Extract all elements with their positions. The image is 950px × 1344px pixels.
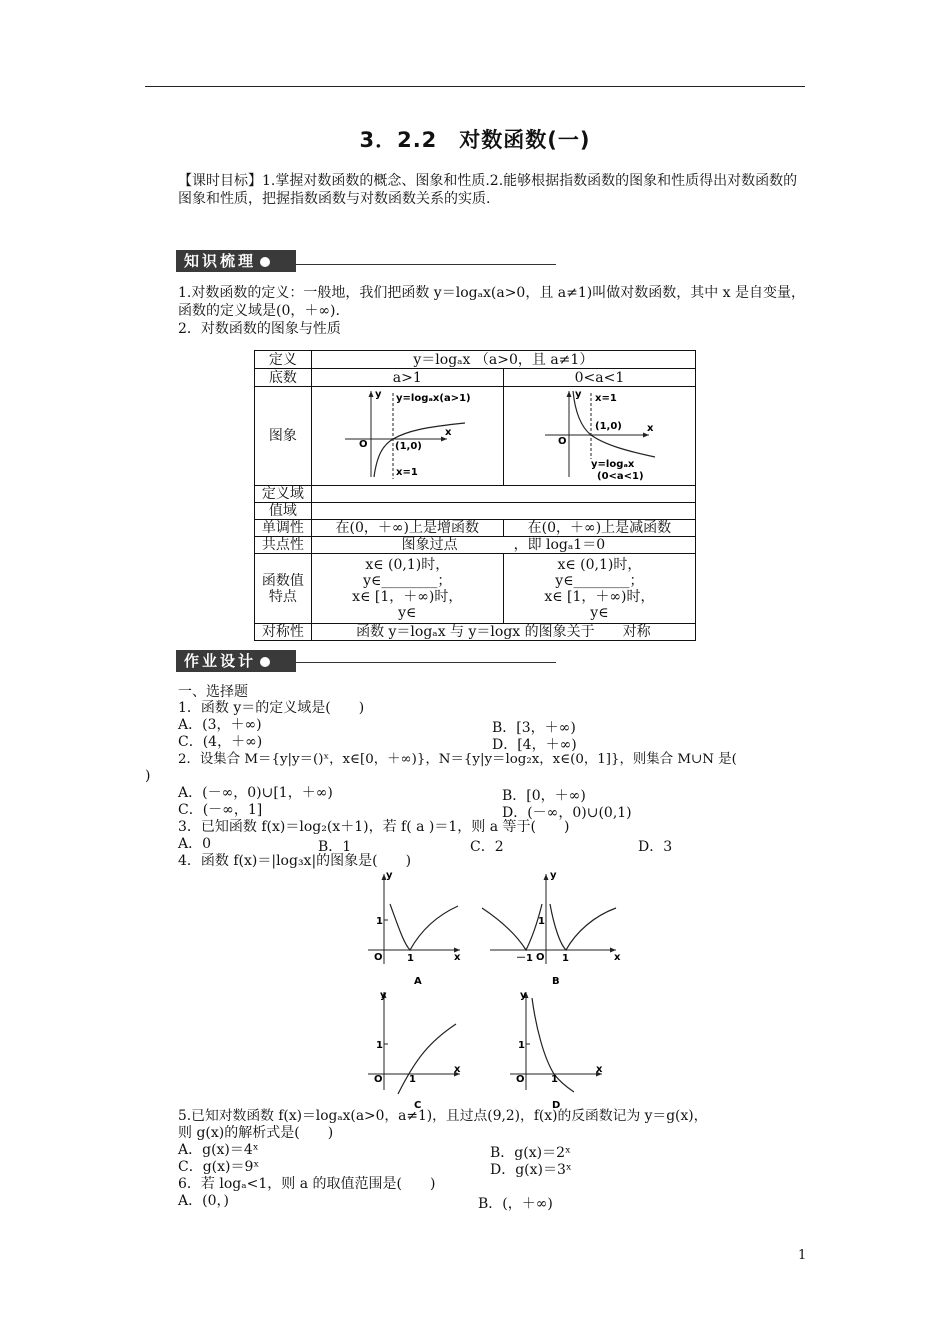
q2-option-c: C．(－∞，1] <box>178 802 263 818</box>
graph-option-a <box>368 870 461 987</box>
origin-label: O <box>374 1074 383 1085</box>
curve-label: y=logₐx(a>1) <box>395 393 471 404</box>
range-blank <box>311 503 695 520</box>
q1-option-d: D．[4，＋∞) <box>492 737 577 753</box>
q3-option-a: A．0 <box>178 836 212 852</box>
option-label-a: A <box>414 976 422 987</box>
log-graph-increasing <box>315 387 500 481</box>
question-2-tail: ) <box>145 768 151 784</box>
x-axis-label: x <box>596 1064 603 1075</box>
dot-icon <box>260 657 270 667</box>
values-line: x∈ (0,1)时， <box>365 556 450 573</box>
domain-blank <box>311 486 695 503</box>
question-5-line2: 则 g(x)的解析式是( ) <box>178 1125 334 1141</box>
goal-text: 1.掌握对数函数的概念、图象和性质.2.能够根据指数函数的图象和性质得出对数函数的图象和性质，把握指数函数与对数函数关系的实质. <box>178 173 798 207</box>
tick-1-y: 1 <box>518 1040 525 1051</box>
y-axis-label: y <box>550 870 557 881</box>
graph-option-c <box>368 990 461 1111</box>
goal-label: 【课时目标】 <box>178 173 262 189</box>
values-label-line1: 函数值 <box>261 572 304 589</box>
q6-option-a: A．(0，) <box>178 1193 229 1209</box>
section-tag-homework <box>176 650 296 672</box>
curve-label: y=logₐx <box>590 459 635 470</box>
x-axis-label: x <box>454 1064 461 1075</box>
graph-decreasing <box>503 387 695 486</box>
y-axis-label: y <box>374 389 382 400</box>
q3-option-d: D．3 <box>638 839 673 855</box>
common-point-value: 图象过点 ，即 logₐ1＝0 <box>311 537 695 554</box>
vertical-line-label: x=1 <box>395 467 418 478</box>
tick-1-x: 1 <box>409 1074 416 1085</box>
q5-option-b: B．g(x)＝2ˣ <box>490 1145 571 1161</box>
question-5-line1: 5.已知对数函数 f(x)＝logₐx(a>0，a≠1)，且过点(9,2)，f(x)的反函数记为 y＝g(x)， <box>178 1108 708 1124</box>
origin-label: O <box>374 952 383 963</box>
graph-option-d <box>510 990 603 1111</box>
page-number: 1 <box>798 1248 807 1263</box>
y-axis-label: y <box>574 389 582 400</box>
tick-1-x: 1 <box>551 1074 558 1085</box>
q2-option-d: D．(－∞，0)∪(0,1) <box>502 805 632 821</box>
log-graph-decreasing <box>507 387 692 481</box>
tick-neg1-x: －1 <box>516 953 533 964</box>
lesson-goal <box>178 172 806 208</box>
properties-table <box>254 350 696 641</box>
definition-paragraph: 1.对数函数的定义：一般地，我们把函数 y＝logₐx(a>0，且 a≠1)叫做对数函数，其中 x 是自变量，函数的定义域是(0，＋∞). <box>178 285 806 319</box>
base-gt-1: a>1 <box>311 369 503 387</box>
graph-option-b <box>482 870 621 987</box>
tick-1-x: 1 <box>562 953 569 964</box>
point-label: (1,0) <box>394 441 422 452</box>
values-line: y∈________； <box>555 572 644 589</box>
values-line: y∈ <box>590 604 609 621</box>
values-line: x∈ [1，＋∞)时， <box>352 588 463 605</box>
choice-heading: 一、选择题 <box>178 684 248 700</box>
row-label-values <box>255 554 312 624</box>
monotonicity-decreasing: 在(0，＋∞)上是减函数 <box>503 520 695 537</box>
dot-icon <box>260 257 270 267</box>
question-2: 2．设集合 M＝{y|y＝()ˣ，x∈[0，＋∞)}，N＝{y|y＝log₂x，x∈(0，1]}，则集合 M∪N 是( <box>178 752 737 767</box>
origin-label: O <box>516 1074 525 1085</box>
option-label-d: D <box>552 1100 561 1111</box>
section-rule <box>296 264 556 265</box>
y-axis-label: y <box>380 990 387 1001</box>
question-4-graphs <box>360 868 640 1111</box>
option-label-b: B <box>552 976 560 987</box>
definition-value: y＝logₐx （a>0，且 a≠1） <box>311 351 695 369</box>
section-tag-text: 知识梳理 <box>184 252 257 270</box>
page-title: 3．2.2 对数函数(一) <box>359 128 591 152</box>
option-label-c: C <box>414 1100 422 1111</box>
item-2-heading: 2．对数函数的图象与性质 <box>178 321 341 337</box>
row-label-graph: 图象 <box>255 387 312 486</box>
y-axis-label: y <box>386 870 393 881</box>
section-tag-text: 作业设计 <box>184 652 257 670</box>
row-label-domain: 定义域 <box>255 486 312 503</box>
question-1: 1．函数 y＝的定义域是( ) <box>178 700 365 716</box>
x-axis-label: x <box>444 427 452 438</box>
q6-option-b: B．(，＋∞) <box>478 1196 553 1212</box>
values-decreasing <box>503 554 695 624</box>
values-line: y∈ <box>398 604 417 621</box>
values-label-line2: 特点 <box>268 588 297 605</box>
point-label: (1,0) <box>594 421 622 432</box>
q5-option-a: A．g(x)＝4ˣ <box>178 1142 259 1158</box>
row-label-common-point: 共点性 <box>255 537 312 554</box>
q3-option-b: B．1 <box>318 839 352 855</box>
values-increasing <box>311 554 503 624</box>
values-line: x∈ (0,1)时， <box>557 556 642 573</box>
section-rule <box>296 662 556 663</box>
q5-option-d: D．g(x)＝3ˣ <box>490 1162 572 1178</box>
row-label-base: 底数 <box>255 369 312 387</box>
origin-label: O <box>536 952 545 963</box>
x-axis-label: x <box>646 423 654 434</box>
tick-1-x: 1 <box>407 953 414 964</box>
q2-option-a: A．(－∞，0)∪[1，＋∞) <box>178 785 333 801</box>
q1-option-b: B．[3，＋∞) <box>492 720 576 736</box>
row-label-range: 值域 <box>255 503 312 520</box>
section-tag-knowledge <box>176 250 296 272</box>
vertical-line-label: x=1 <box>594 393 617 404</box>
origin-label: O <box>358 439 368 450</box>
graph-increasing <box>311 387 503 486</box>
tick-1-y: 1 <box>538 916 545 927</box>
question-3: 3．已知函数 f(x)＝log₂(x＋1)，若 f( a )＝1，则 a 等于( ) <box>178 819 570 835</box>
q1-option-a: A．(3，＋∞) <box>178 717 262 733</box>
q3-option-c: C．2 <box>470 839 504 855</box>
x-axis-label: x <box>614 952 621 963</box>
monotonicity-increasing: 在(0，＋∞)上是增函数 <box>311 520 503 537</box>
q2-option-b: B．[0，＋∞) <box>502 788 586 804</box>
tick-1-y: 1 <box>376 916 383 927</box>
row-label-monotonicity: 单调性 <box>255 520 312 537</box>
row-label-symmetry: 对称性 <box>255 624 312 641</box>
symmetry-value: 函数 y＝logₐx 与 y＝logx 的图象关于 对称 <box>311 624 695 641</box>
row-label-definition: 定义 <box>255 351 312 369</box>
y-axis-label: y <box>520 990 527 1001</box>
x-axis-label: x <box>454 952 461 963</box>
top-rule <box>145 86 805 87</box>
base-lt-1: 0<a<1 <box>503 369 695 387</box>
values-line: x∈ [1，＋∞)时， <box>544 588 655 605</box>
values-line: y∈________； <box>363 572 452 589</box>
question-6: 6．若 logₐ<1，则 a 的取值范围是( ) <box>178 1176 436 1192</box>
curve-condition-label: (0<a<1) <box>596 471 644 482</box>
q5-option-c: C．g(x)＝9ˣ <box>178 1159 260 1175</box>
origin-label: O <box>557 436 567 447</box>
question-4: 4．函数 f(x)＝|log₃x|的图象是( ) <box>178 853 412 869</box>
q1-option-c: C．(4，＋∞) <box>178 734 263 750</box>
tick-1-y: 1 <box>376 1040 383 1051</box>
